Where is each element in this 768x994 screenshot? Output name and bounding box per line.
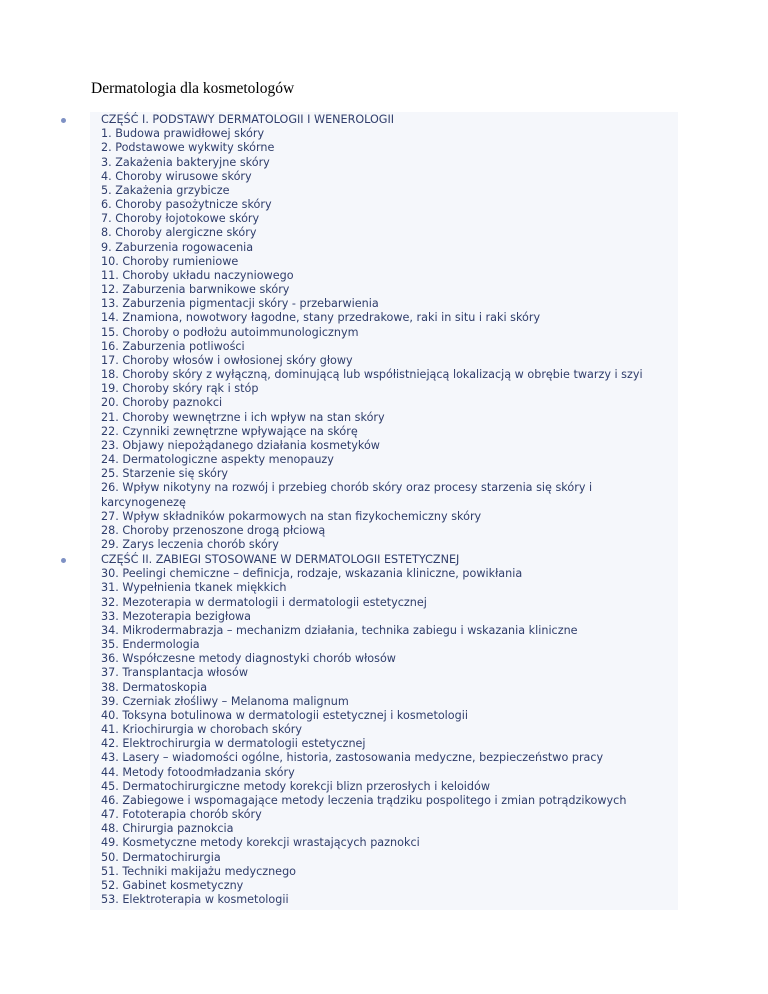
list-item: 53. Elektroterapia w kosmetologii bbox=[101, 893, 289, 907]
bullet-icon bbox=[61, 118, 66, 123]
list-item: 1. Budowa prawidłowej skóry bbox=[101, 127, 265, 141]
list-item: 47. Fototerapia chorób skóry bbox=[101, 808, 262, 822]
list-item: 35. Endermologia bbox=[101, 638, 200, 652]
list-item: 25. Starzenie się skóry bbox=[101, 467, 229, 481]
list-item: 17. Choroby włosów i owłosionej skóry głowy bbox=[101, 353, 353, 367]
list-item: 40. Toksyna botulinowa w dermatologii estetycznej i kosmetologii bbox=[101, 708, 468, 722]
list-item: 23. Objawy niepożądanego działania kosmetyków bbox=[101, 438, 380, 452]
list-item: 13. Zaburzenia pigmentacji skóry - przebarwienia bbox=[101, 297, 379, 311]
list-item: 51. Techniki makijażu medycznego bbox=[101, 864, 297, 878]
list-item: 42. Elektrochirurgia w dermatologii estetycznej bbox=[101, 737, 366, 751]
list-item: 49. Kosmetyczne metody korekcji wrastających paznokci bbox=[101, 836, 420, 850]
list-item: 44. Metody fotoodmładzania skóry bbox=[101, 765, 295, 779]
list-item: 37. Transplantacja włosów bbox=[101, 666, 248, 680]
list-item: 48. Chirurgia paznokcia bbox=[101, 822, 234, 836]
part-2-heading: CZĘŚĆ II. ZABIEGI STOSOWANE W DERMATOLOGII ESTETYCZNEJ bbox=[101, 553, 460, 566]
list-item: 14. Znamiona, nowotwory łagodne, stany przedrakowe, raki in situ i raki skóry bbox=[101, 311, 541, 325]
list-item: 10. Choroby rumieniowe bbox=[101, 254, 239, 268]
list-item: 22. Czynniki zewnętrzne wpływające na skórę bbox=[101, 424, 358, 438]
list-item: 46. Zabiegowe i wspomagające metody leczenia trądziku pospolitego i zmian potrądzikowych bbox=[101, 793, 627, 807]
list-item: 31. Wypełnienia tkanek miękkich bbox=[101, 581, 287, 595]
list-item: 12. Zaburzenia barwnikowe skóry bbox=[101, 283, 290, 297]
list-item: 30. Peelingi chemiczne – definicja, rodzaje, wskazania kliniczne, powikłania bbox=[101, 567, 523, 581]
document-title: Dermatologia dla kosmetologów bbox=[91, 80, 295, 97]
list-item: 15. Choroby o podłożu autoimmunologicznym bbox=[101, 325, 359, 339]
list-item: 2. Podstawowe wykwity skórne bbox=[101, 141, 275, 155]
list-item: 50. Dermatochirurgia bbox=[101, 850, 221, 864]
list-item: 33. Mezoterapia bezigłowa bbox=[101, 609, 252, 623]
list-item: 29. Zarys leczenia chorób skóry bbox=[101, 538, 279, 552]
list-item: 32. Mezoterapia w dermatologii i dermatologii estetycznej bbox=[101, 595, 427, 609]
list-item: 41. Kriochirurgia w chorobach skóry bbox=[101, 723, 303, 737]
list-item: 43. Lasery – wiadomości ogólne, historia, zastosowania medyczne, bezpieczeństwo pracy bbox=[101, 751, 604, 765]
list-item: 18. Choroby skóry z wyłączną, dominującą lub współistniejącą lokalizacją w obrębie twarzy i szyi bbox=[101, 368, 643, 382]
list-item: 6. Choroby pasożytnicze skóry bbox=[101, 198, 272, 212]
list-item: 5. Zakażenia grzybicze bbox=[101, 183, 230, 197]
part-2-items bbox=[101, 567, 626, 907]
list-item: 20. Choroby paznokci bbox=[101, 396, 223, 410]
list-item: 3. Zakażenia bakteryjne skóry bbox=[101, 155, 270, 169]
list-item: 21. Choroby wewnętrzne i ich wpływ na stan skóry bbox=[101, 410, 385, 424]
list-item: 27. Wpływ składników pokarmowych na stan fizykochemiczny skóry bbox=[101, 509, 482, 523]
list-item: 39. Czerniak złośliwy – Melanoma malignum bbox=[101, 694, 349, 708]
list-item: 52. Gabinet kosmetyczny bbox=[101, 878, 244, 892]
list-item: 19. Choroby skóry rąk i stóp bbox=[101, 382, 259, 396]
list-item: 36. Współczesne metody diagnostyki chorób włosów bbox=[101, 652, 396, 666]
list-item: 34. Mikrodermabrazja – mechanizm działania, technika zabiegu i wskazania kliniczne bbox=[101, 623, 578, 637]
list-item: 4. Choroby wirusowe skóry bbox=[101, 169, 252, 183]
list-item: 26. Wpływ nikotyny na rozwój i przebieg chorób skóry oraz procesy starzenia się skóry i bbox=[101, 481, 593, 495]
list-item: 7. Choroby łojotokowe skóry bbox=[101, 212, 260, 226]
bullet-icon bbox=[61, 558, 66, 563]
list-item: 38. Dermatoskopia bbox=[101, 680, 208, 694]
list-item: 24. Dermatologiczne aspekty menopauzy bbox=[101, 453, 334, 467]
list-item: karcynogenezę bbox=[101, 495, 186, 509]
part-2-list bbox=[101, 553, 626, 907]
list-item: 8. Choroby alergiczne skóry bbox=[101, 226, 257, 240]
list-item: 28. Choroby przenoszone drogą płciową bbox=[101, 523, 326, 537]
list-item: 9. Zaburzenia rogowacenia bbox=[101, 240, 254, 254]
list-item: 45. Dermatochirurgiczne metody korekcji blizn przerosłych i keloidów bbox=[101, 779, 490, 793]
list-item: 16. Zaburzenia potliwości bbox=[101, 339, 245, 353]
part-1-list bbox=[101, 113, 643, 552]
part-1-heading: CZĘŚĆ I. PODSTAWY DERMATOLOGII I WENEROLOGII bbox=[101, 113, 395, 126]
part-1-items bbox=[101, 127, 643, 552]
list-item: 11. Choroby układu naczyniowego bbox=[101, 268, 294, 282]
